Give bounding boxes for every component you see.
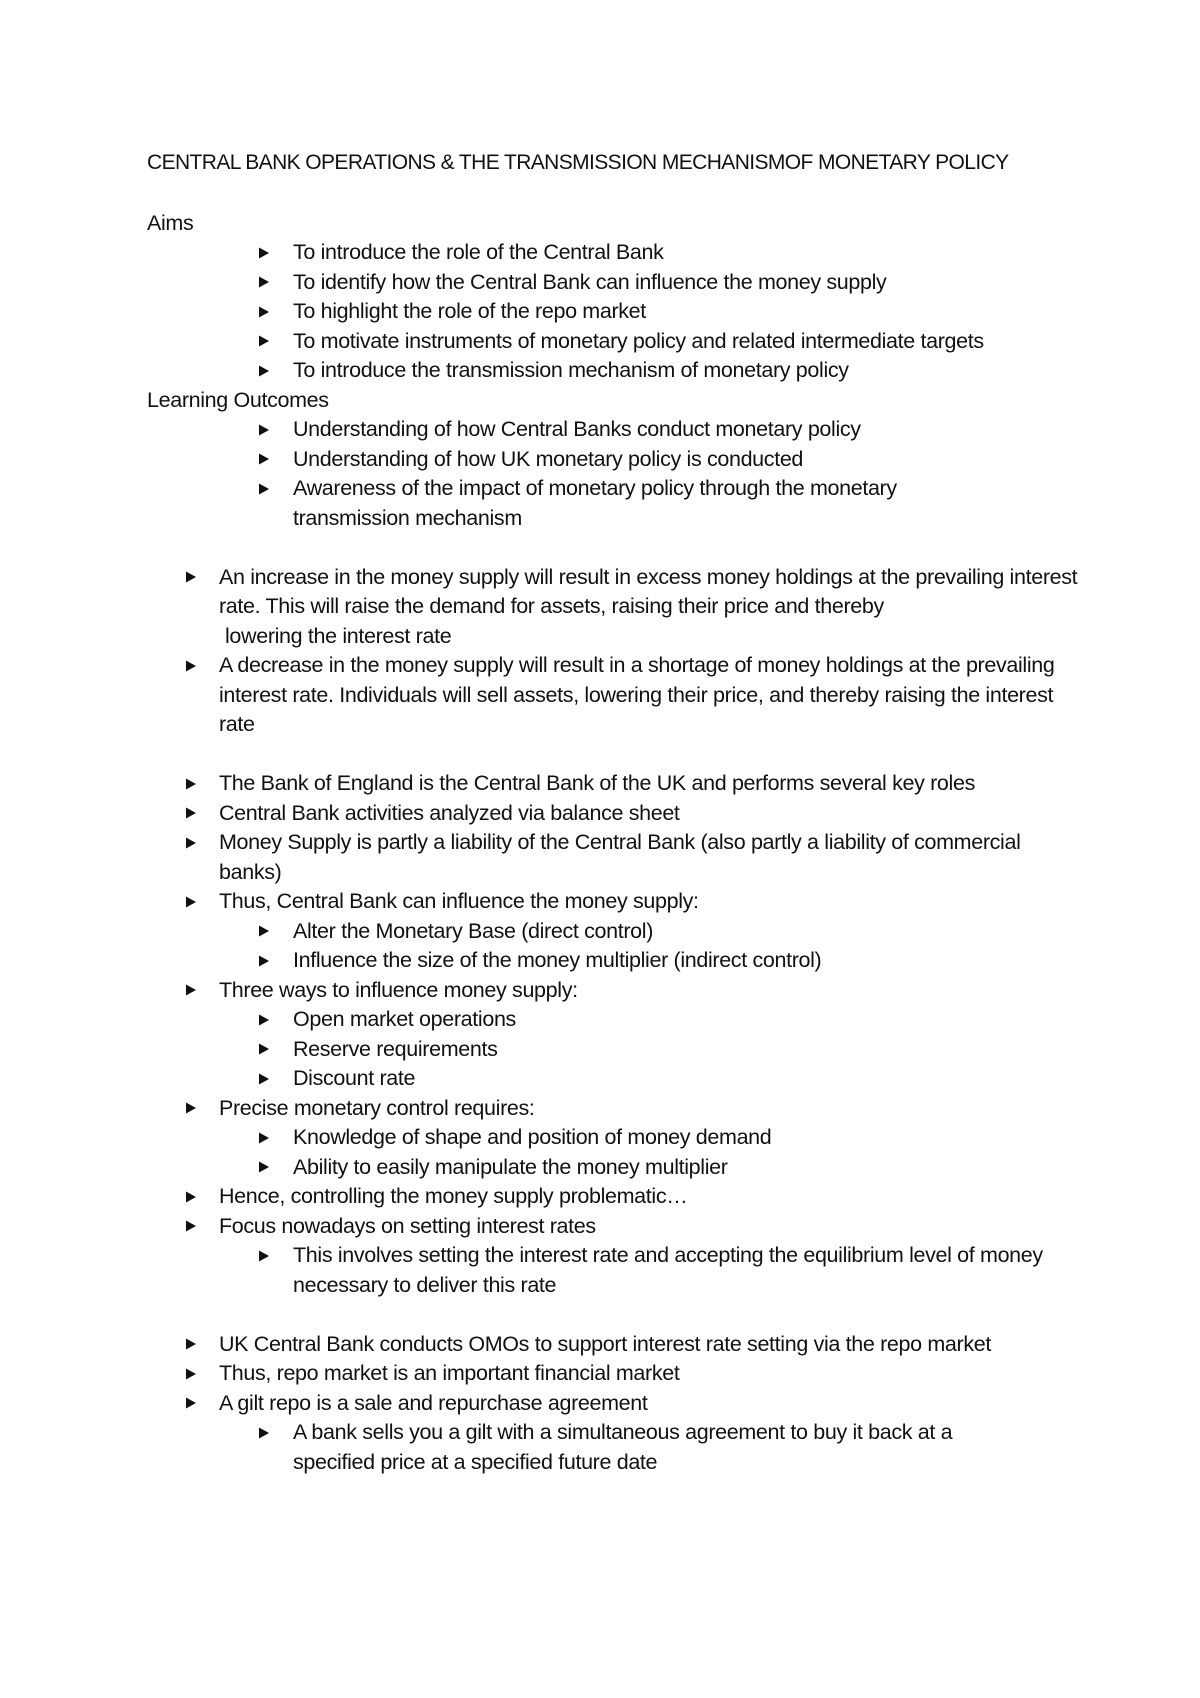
- list-item: Understanding of how Central Banks conduct monetary policy: [147, 415, 1017, 445]
- learning-outcomes-list: [147, 415, 1087, 533]
- document-body: [147, 148, 1087, 1477]
- triangle-bullet-icon: [258, 1418, 270, 1447]
- continuation-line: lowering the interest rate: [225, 623, 452, 648]
- list-item: Central Bank activities analyzed via balance sheet: [147, 799, 1087, 829]
- repo-market-list: [147, 1330, 1087, 1478]
- money-supply-effects-list: [147, 563, 1087, 740]
- list-item: To identify how the Central Bank can influence the money supply: [147, 268, 1087, 298]
- aims-heading: Aims: [147, 210, 194, 235]
- list-item: Awareness of the impact of monetary policy through the monetary transmission mechanism: [147, 474, 1017, 533]
- three-ways-sublist: [147, 1005, 1087, 1094]
- list-item: To introduce the transmission mechanism of monetary policy: [147, 356, 1087, 386]
- triangle-bullet-icon: [185, 1330, 197, 1359]
- list-item: To highlight the role of the repo market: [147, 297, 1087, 327]
- triangle-bullet-icon: [258, 1241, 270, 1270]
- triangle-bullet-icon: [258, 238, 270, 267]
- triangle-bullet-icon: [185, 1359, 197, 1388]
- triangle-bullet-icon: [258, 356, 270, 385]
- triangle-bullet-icon: [258, 297, 270, 326]
- list-item: Focus nowadays on setting interest rates This involves setting the interest rate and accepting the equilibrium level of money necessary to deliver this rate: [147, 1212, 1087, 1301]
- repo-definition-sublist: [147, 1418, 1087, 1477]
- list-item: Open market operations: [147, 1005, 1087, 1035]
- spacer: [147, 1300, 1087, 1330]
- triangle-bullet-icon: [258, 445, 270, 474]
- focus-sublist: [147, 1241, 1087, 1300]
- list-item: Discount rate: [147, 1064, 1087, 1094]
- triangle-bullet-icon: [185, 563, 197, 592]
- central-bank-roles-list: [147, 769, 1087, 1300]
- triangle-bullet-icon: [258, 1123, 270, 1152]
- triangle-bullet-icon: [185, 651, 197, 680]
- list-item: To introduce the role of the Central Bank: [147, 238, 1087, 268]
- list-item: Reserve requirements: [147, 1035, 1087, 1065]
- list-item: Thus, Central Bank can influence the money supply: Alter the Monetary Base (direct control) Influence the size of the money multiplier (indirect control): [147, 887, 1087, 976]
- learning-outcomes-heading: Learning Outcomes: [147, 387, 329, 412]
- triangle-bullet-icon: [185, 769, 197, 798]
- triangle-bullet-icon: [258, 917, 270, 946]
- triangle-bullet-icon: [185, 828, 197, 857]
- triangle-bullet-icon: [185, 799, 197, 828]
- aims-list: [147, 238, 1087, 386]
- triangle-bullet-icon: [185, 976, 197, 1005]
- triangle-bullet-icon: [185, 1182, 197, 1211]
- list-item: Thus, repo market is an important financial market: [147, 1359, 1087, 1389]
- triangle-bullet-icon: [258, 1035, 270, 1064]
- list-item: The Bank of England is the Central Bank of the UK and performs several key roles: [147, 769, 1087, 799]
- triangle-bullet-icon: [258, 474, 270, 503]
- triangle-bullet-icon: [258, 1005, 270, 1034]
- list-item: Influence the size of the money multiplier (indirect control): [147, 946, 1087, 976]
- spacer: [147, 533, 1087, 563]
- list-item: Knowledge of shape and position of money demand: [147, 1123, 1087, 1153]
- list-item: Three ways to influence money supply: Open market operations Reserve requirements Discount rate: [147, 976, 1087, 1094]
- list-item: Alter the Monetary Base (direct control): [147, 917, 1087, 947]
- list-item: A gilt repo is a sale and repurchase agreement A bank sells you a gilt with a simultaneous agreement to buy it back at a specified price at a specified future date: [147, 1389, 1087, 1478]
- list-item: A decrease in the money supply will result in a shortage of money holdings at the prevailing interest rate. Individuals will sell assets, lowering their price, and thereby raising the interest rate: [147, 651, 1087, 740]
- triangle-bullet-icon: [258, 946, 270, 975]
- influence-sublist: [147, 917, 1087, 976]
- list-item: Understanding of how UK monetary policy is conducted: [147, 445, 1017, 475]
- list-item: Money Supply is partly a liability of the Central Bank (also partly a liability of commercial banks): [147, 828, 1087, 887]
- list-item: Precise monetary control requires: Knowledge of shape and position of money demand Ability to easily manipulate the money multiplier: [147, 1094, 1087, 1183]
- triangle-bullet-icon: [258, 415, 270, 444]
- triangle-bullet-icon: [258, 268, 270, 297]
- precise-control-sublist: [147, 1123, 1087, 1182]
- list-item: To motivate instruments of monetary policy and related intermediate targets: [147, 327, 1087, 357]
- triangle-bullet-icon: [185, 887, 197, 916]
- list-item: Hence, controlling the money supply problematic…: [147, 1182, 1087, 1212]
- list-item: An increase in the money supply will result in excess money holdings at the prevailing interest rate. This will raise the demand for assets, raising their price and thereby lowering the interest rate: [147, 563, 1087, 652]
- list-item: This involves setting the interest rate and accepting the equilibrium level of money necessary to deliver this rate: [147, 1241, 1087, 1300]
- triangle-bullet-icon: [258, 1153, 270, 1182]
- list-item: A bank sells you a gilt with a simultaneous agreement to buy it back at a specified price at a specified future date: [147, 1418, 1087, 1477]
- list-item: Ability to easily manipulate the money multiplier: [147, 1153, 1087, 1183]
- list-item: UK Central Bank conducts OMOs to support interest rate setting via the repo market: [147, 1330, 1087, 1360]
- document-title: CENTRAL BANK OPERATIONS & THE TRANSMISSION MECHANISMOF MONETARY POLICY: [147, 151, 1009, 174]
- spacer: [147, 740, 1087, 770]
- triangle-bullet-icon: [258, 327, 270, 356]
- triangle-bullet-icon: [185, 1389, 197, 1418]
- triangle-bullet-icon: [258, 1064, 270, 1093]
- triangle-bullet-icon: [185, 1094, 197, 1123]
- triangle-bullet-icon: [185, 1212, 197, 1241]
